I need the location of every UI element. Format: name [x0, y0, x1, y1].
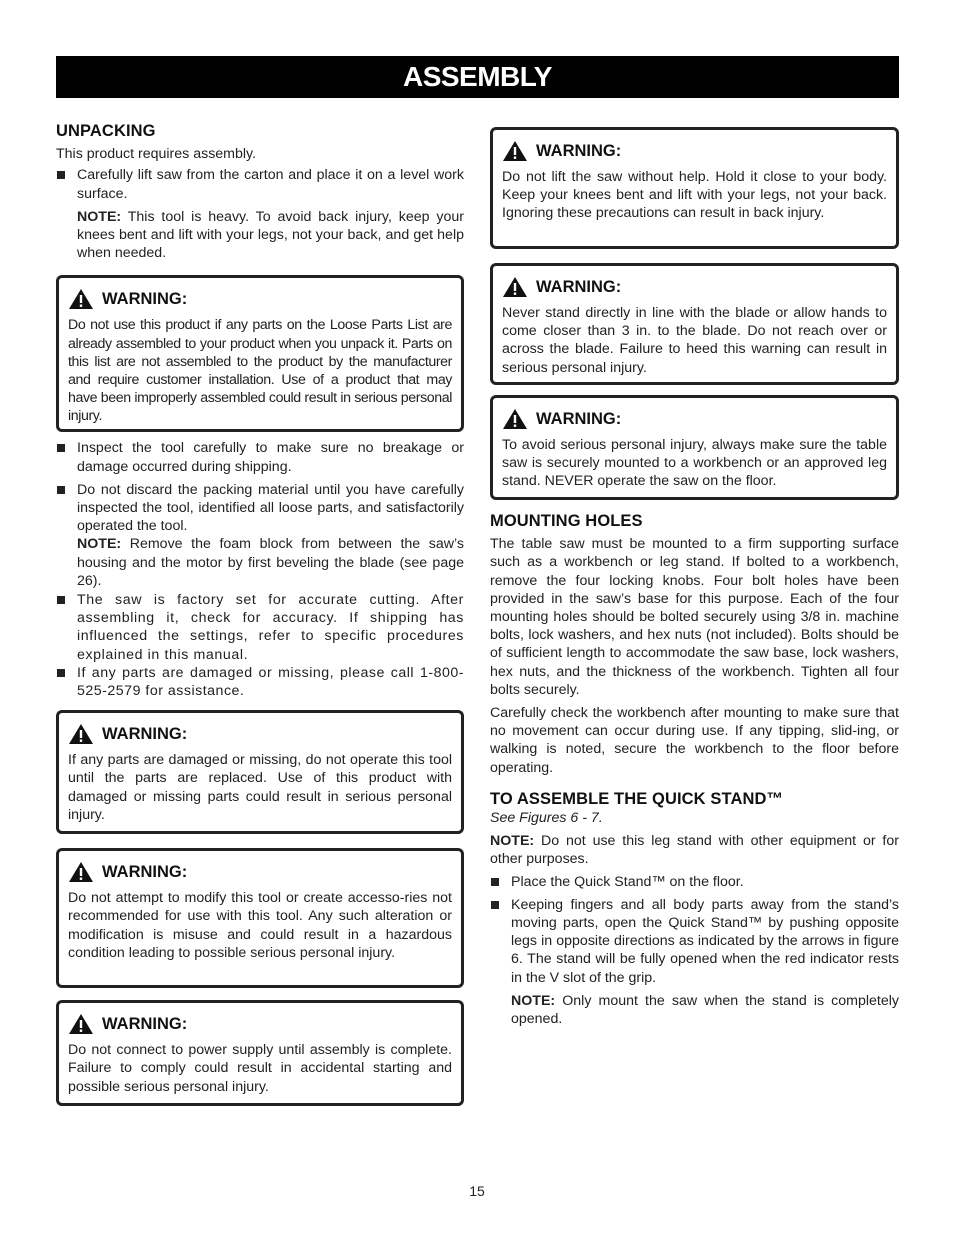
warning-box-blade-line — [490, 263, 899, 385]
page-number: 15 — [469, 1183, 485, 1199]
warning-triangle-icon — [502, 140, 528, 162]
list-item: Carefully lift saw from the carton and place it on a level work surface. — [56, 166, 464, 202]
list-item: Keeping fingers and all body parts away from the stand’s moving parts, open the Quick Stand™ by pushing opposite legs in opposite directions as indicated by the arrows in figure 6. The stand will be fully opened when the red indicator rests in the V slot of the grip. — [490, 896, 899, 987]
list-item: Place the Quick Stand™ on the floor. — [490, 873, 899, 891]
mounting-paragraph-2: Carefully check the workbench after mounting to make sure that no movement can occur during use. If any tipping, slid-ing, or walking is noted, secure the workbench to the floor before operating. — [490, 705, 899, 776]
warning-triangle-icon — [502, 408, 528, 430]
warning-text: To avoid serious personal injury, always make sure the table saw is securely mounted to a workbench or an approved leg stand. NEVER operate the saw on the floor. — [502, 437, 887, 490]
warning-box-mounting — [490, 395, 899, 500]
list-item: Do not discard the packing material until you have carefully inspected the tool, identified all loose parts, and satisfactorily operated the tool. — [56, 481, 464, 536]
mounting-holes-heading: MOUNTING HOLES — [490, 512, 643, 530]
note-mount-saw: NOTE: Only mount the saw when the stand is completely opened. — [511, 992, 899, 1028]
warning-header: WARNING: — [502, 408, 887, 430]
warning-text: Never stand directly in line with the blade or allow hands to come closer than 3 in. to the blade. Do not reach over or across the blade. Failure to heed this warning can result in serious personal injury. — [502, 305, 887, 376]
bullet-square-icon — [56, 591, 77, 664]
right-column — [490, 127, 899, 1028]
note-foam-block: NOTE: Remove the foam block from between the saw’s housing and the motor by first beveling the blade (see page 26). — [77, 536, 464, 589]
warning-header: WARNING: — [68, 288, 452, 310]
warning-header: WARNING: — [68, 1013, 452, 1035]
bullet-square-icon — [56, 439, 77, 475]
warning-box-damaged-parts — [56, 710, 464, 834]
warning-text: Do not use this product if any parts on the Loose Parts List are already assembled to your product when you unpack it. Parts on this list are not assembled to the product by the manufacturer and require customer installation. Use of a product that may have been improperly assembled could result in serious personal injury. — [68, 317, 452, 425]
list-item: Inspect the tool carefully to make sure no breakage or damage occurred during shipping. — [56, 439, 464, 475]
left-column — [56, 122, 464, 1106]
page-title: ASSEMBLY — [56, 56, 899, 98]
note-unpacking-heavy: NOTE: This tool is heavy. To avoid back injury, keep your knees bent and lift with your legs, not your back, and get help when needed. — [77, 208, 464, 262]
warning-text: If any parts are damaged or missing, do not operate this tool until the parts are replaced. Use of this product with damaged or missing parts could result in serious personal injury. — [68, 752, 452, 823]
unpacking-heading: UNPACKING — [56, 122, 156, 140]
bullet-square-icon — [490, 873, 511, 891]
warning-header: WARNING: — [68, 723, 452, 745]
warning-text: Do not connect to power supply until assembly is complete. Failure to comply could result in accidental starting and possible serious personal injury. — [68, 1042, 452, 1095]
warning-triangle-icon — [68, 1013, 94, 1035]
warning-triangle-icon — [68, 723, 94, 745]
warning-box-modify — [56, 848, 464, 988]
see-figures-reference: See Figures 6 - 7. — [490, 810, 603, 827]
bullet-square-icon — [56, 481, 77, 536]
bullet-square-icon — [56, 166, 77, 202]
warning-box-power — [56, 1000, 464, 1106]
list-item: The saw is factory set for accurate cutting. After assembling it, check for accuracy. If shipping has influenced the settings, refer to specific procedures explained in this manual. — [56, 591, 464, 664]
warning-header: WARNING: — [68, 861, 452, 883]
list-item: If any parts are damaged or missing, please call 1-800-525-2579 for assistance. — [56, 664, 464, 700]
warning-text: Do not attempt to modify this tool or create accesso-ries not recommended for use with this tool. Any such alteration or modification is misuse and could result in a hazardous condition leading to possible serious personal injury. — [68, 890, 452, 961]
quick-stand-heading: TO ASSEMBLE THE QUICK STAND™ — [490, 789, 784, 808]
bullet-square-icon — [56, 664, 77, 700]
warning-text: Do not lift the saw without help. Hold it close to your body. Keep your knees bent and lift with your legs, not your back. Ignoring these precautions can result in back injury. — [502, 169, 887, 222]
bullet-square-icon — [490, 896, 511, 987]
unpacking-intro: This product requires assembly. — [56, 146, 257, 163]
warning-box-loose-parts — [56, 275, 464, 432]
warning-header: WARNING: — [502, 276, 887, 298]
warning-triangle-icon — [68, 288, 94, 310]
warning-triangle-icon — [68, 861, 94, 883]
warning-triangle-icon — [502, 276, 528, 298]
warning-header: WARNING: — [502, 140, 887, 162]
warning-box-lift — [490, 127, 899, 249]
note-leg-stand: NOTE: Do not use this leg stand with other equipment or for other purposes. — [490, 833, 899, 868]
mounting-paragraph-1: The table saw must be mounted to a firm supporting surface such as a workbench or leg stand. If bolted to a workbench, remove the four locking knobs. Four bolt holes have been provided in the saw’s base for this purpose. Each of the four mounting holes should be bolted securely using 3/8 in. machine bolts, lock washers, and hex nuts (not included). Bolts should be of sufficient length to accommodate the saw base, lock washers, hex nuts, and the thickness of the workbench. Tighten all four bolts securely. — [490, 536, 899, 698]
